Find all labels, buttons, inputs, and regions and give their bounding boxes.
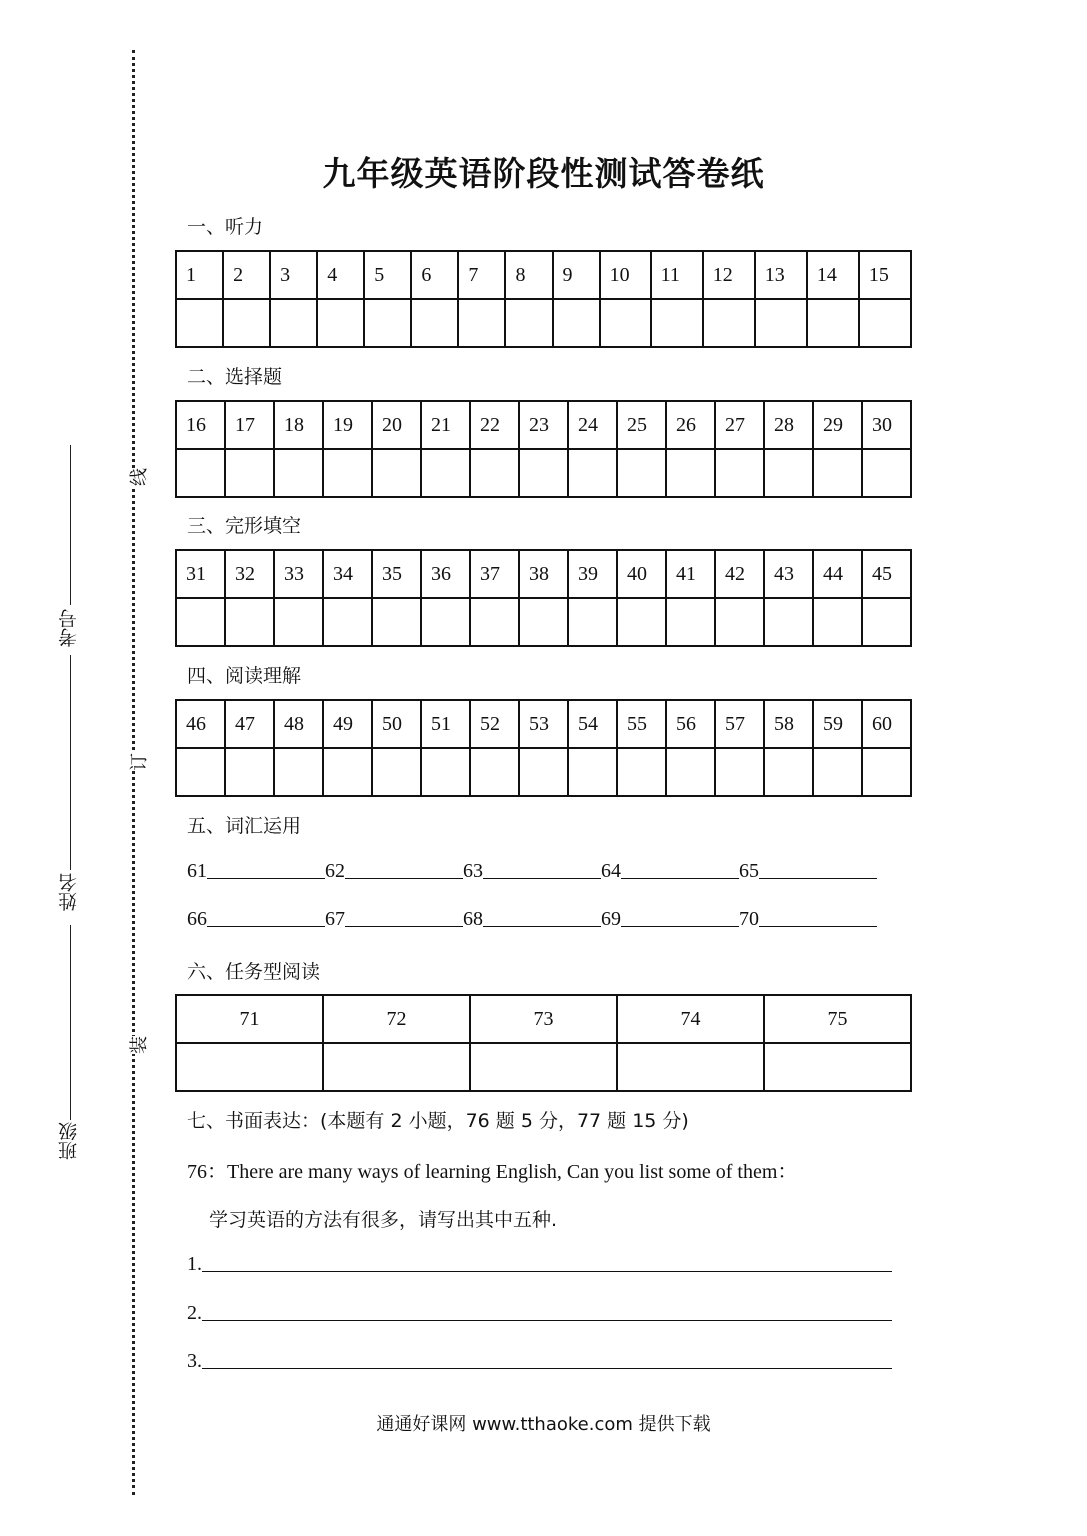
answer-cell[interactable] — [364, 299, 411, 347]
answer-row — [176, 598, 911, 646]
answer-line-field[interactable] — [202, 1253, 892, 1272]
q-number: 33 — [274, 550, 323, 598]
answer-cell[interactable] — [862, 748, 911, 796]
choice-answer-table — [175, 400, 912, 498]
answer-cell[interactable] — [617, 598, 666, 646]
vocab-item — [463, 908, 601, 931]
answer-cell[interactable] — [568, 449, 617, 497]
q-number: 73 — [470, 995, 617, 1043]
q-number: 41 — [666, 550, 715, 598]
vocab-number: 64 — [601, 860, 621, 882]
answer-cell[interactable] — [372, 748, 421, 796]
answer-row — [176, 1043, 911, 1091]
q-number: 3 — [270, 251, 317, 299]
question-number-row — [176, 700, 911, 748]
answer-cell[interactable] — [764, 598, 813, 646]
q-number: 49 — [323, 700, 372, 748]
q-number: 22 — [470, 401, 519, 449]
answer-cell[interactable] — [568, 598, 617, 646]
answer-cell[interactable] — [617, 1043, 764, 1091]
answer-cell[interactable] — [421, 449, 470, 497]
question-76-instruction: 学习英语的方法有很多，请写出其中五种. — [209, 1209, 558, 1231]
q-number: 21 — [421, 401, 470, 449]
question-number-row — [176, 550, 911, 598]
name-label: 姓名 — [58, 873, 80, 911]
answer-line-field[interactable] — [202, 1302, 892, 1321]
vocab-blank[interactable] — [207, 908, 325, 927]
vocab-number: 66 — [187, 908, 207, 930]
answer-line-number: 3. — [187, 1350, 202, 1372]
q-number: 5 — [364, 251, 411, 299]
name-field[interactable] — [70, 655, 71, 870]
q-number: 53 — [519, 700, 568, 748]
answer-cell[interactable] — [813, 748, 862, 796]
answer-cell[interactable] — [176, 748, 225, 796]
vocab-item — [325, 908, 463, 931]
q-number: 17 — [225, 401, 274, 449]
answer-line-1 — [187, 1253, 892, 1276]
section-cloze-heading: 三、完形填空 — [187, 515, 302, 537]
answer-cell[interactable] — [755, 299, 807, 347]
answer-cell[interactable] — [813, 598, 862, 646]
answer-cell[interactable] — [617, 449, 666, 497]
answer-cell[interactable] — [470, 449, 519, 497]
answer-cell[interactable] — [764, 748, 813, 796]
listening-answer-table — [175, 250, 912, 348]
answer-cell[interactable] — [225, 449, 274, 497]
q-number: 27 — [715, 401, 764, 449]
q-number: 51 — [421, 700, 470, 748]
answer-cell[interactable] — [225, 748, 274, 796]
q-number: 48 — [274, 700, 323, 748]
q-number: 38 — [519, 550, 568, 598]
answer-cell[interactable] — [666, 598, 715, 646]
q-number: 42 — [715, 550, 764, 598]
answer-cell[interactable] — [458, 299, 505, 347]
answer-cell[interactable] — [651, 299, 703, 347]
q-number: 28 — [764, 401, 813, 449]
q-number: 34 — [323, 550, 372, 598]
class-field[interactable] — [70, 925, 71, 1120]
question-number-row — [176, 995, 911, 1043]
q-number: 32 — [225, 550, 274, 598]
q-number: 30 — [862, 401, 911, 449]
q-number: 59 — [813, 700, 862, 748]
answer-line-3 — [187, 1350, 892, 1373]
answer-cell[interactable] — [862, 449, 911, 497]
answer-cell[interactable] — [274, 449, 323, 497]
q-number: 12 — [703, 251, 755, 299]
answer-cell[interactable] — [274, 748, 323, 796]
vocab-item — [463, 860, 601, 883]
q-number: 11 — [651, 251, 703, 299]
answer-row — [176, 299, 911, 347]
q-number: 24 — [568, 401, 617, 449]
q-number: 1 — [176, 251, 223, 299]
answer-cell[interactable] — [223, 299, 270, 347]
vocab-blank[interactable] — [345, 860, 463, 879]
vocab-blank[interactable] — [345, 908, 463, 927]
answer-cell[interactable] — [505, 299, 552, 347]
vocab-number: 67 — [325, 908, 345, 930]
answer-cell[interactable] — [470, 1043, 617, 1091]
vocab-blank[interactable] — [621, 860, 739, 879]
q-number: 9 — [553, 251, 600, 299]
q-number: 75 — [764, 995, 911, 1043]
answer-cell[interactable] — [600, 299, 651, 347]
question-number-row — [176, 401, 911, 449]
q-number: 19 — [323, 401, 372, 449]
q-number: 13 — [755, 251, 807, 299]
q-number: 10 — [600, 251, 651, 299]
q-number: 55 — [617, 700, 666, 748]
q-number: 39 — [568, 550, 617, 598]
section-choice-heading: 二、选择题 — [187, 366, 283, 388]
answer-cell[interactable] — [807, 299, 859, 347]
answer-line-field[interactable] — [202, 1350, 892, 1369]
vocab-item — [739, 908, 877, 931]
answer-cell[interactable] — [372, 598, 421, 646]
answer-line-number: 2. — [187, 1302, 202, 1324]
q-number: 8 — [505, 251, 552, 299]
q-number: 43 — [764, 550, 813, 598]
answer-cell[interactable] — [176, 598, 225, 646]
vocab-item — [325, 860, 463, 883]
q-number: 71 — [176, 995, 323, 1043]
q-number: 36 — [421, 550, 470, 598]
vocab-number: 61 — [187, 860, 207, 882]
q-number: 44 — [813, 550, 862, 598]
answer-cell[interactable] — [666, 449, 715, 497]
vocab-blank[interactable] — [483, 908, 601, 927]
answer-cell[interactable] — [519, 449, 568, 497]
section-writing-heading: 七、书面表达：(本题有 2 小题，76 题 5 分，77 题 15 分) — [187, 1110, 689, 1132]
answer-cell[interactable] — [617, 748, 666, 796]
answer-cell[interactable] — [470, 598, 519, 646]
answer-line-number: 1. — [187, 1253, 202, 1275]
q-number: 56 — [666, 700, 715, 748]
binding-mark-ding: 订 — [129, 753, 150, 771]
answer-cell[interactable] — [764, 1043, 911, 1091]
vocab-number: 65 — [739, 860, 759, 882]
answer-cell[interactable] — [176, 299, 223, 347]
answer-cell[interactable] — [519, 598, 568, 646]
question-76-prompt: 76：There are many ways of learning English, Can you list some of them： — [187, 1161, 798, 1183]
binding-mark-xian: 线 — [129, 468, 150, 486]
q-number: 37 — [470, 550, 519, 598]
q-number: 74 — [617, 995, 764, 1043]
answer-cell[interactable] — [372, 449, 421, 497]
answer-cell[interactable] — [813, 449, 862, 497]
cloze-answer-table — [175, 549, 912, 647]
q-number: 2 — [223, 251, 270, 299]
q-number: 25 — [617, 401, 666, 449]
task-reading-answer-table — [175, 994, 912, 1092]
q-number: 57 — [715, 700, 764, 748]
q-number: 72 — [323, 995, 470, 1043]
vocab-number: 68 — [463, 908, 483, 930]
reading-answer-table — [175, 699, 912, 797]
q-number: 18 — [274, 401, 323, 449]
vocab-blank[interactable] — [759, 908, 877, 927]
vocab-number: 63 — [463, 860, 483, 882]
answer-cell[interactable] — [176, 1043, 323, 1091]
binding-mark-zhuang: 装 — [129, 1036, 150, 1054]
vocab-item — [601, 908, 739, 931]
binding-dotted-line — [132, 50, 135, 1495]
q-number: 60 — [862, 700, 911, 748]
exam-id-label: 考号 — [58, 609, 80, 647]
q-number: 52 — [470, 700, 519, 748]
vocab-row-2 — [187, 908, 877, 931]
vocab-blank[interactable] — [759, 860, 877, 879]
answer-cell[interactable] — [470, 748, 519, 796]
q-number: 58 — [764, 700, 813, 748]
q-number: 26 — [666, 401, 715, 449]
q-number: 20 — [372, 401, 421, 449]
q-number: 40 — [617, 550, 666, 598]
q-number: 47 — [225, 700, 274, 748]
answer-cell[interactable] — [568, 748, 617, 796]
q-number: 45 — [862, 550, 911, 598]
answer-row — [176, 748, 911, 796]
answer-cell[interactable] — [862, 598, 911, 646]
answer-cell[interactable] — [764, 449, 813, 497]
answer-cell[interactable] — [270, 299, 317, 347]
page-title: 九年级英语阶段性测试答卷纸 — [322, 154, 765, 193]
answer-cell[interactable] — [176, 449, 225, 497]
vocab-blank[interactable] — [207, 860, 325, 879]
q-number: 15 — [859, 251, 911, 299]
question-number-row — [176, 251, 911, 299]
answer-row — [176, 449, 911, 497]
section-listening-heading: 一、听力 — [187, 216, 264, 238]
vocab-row-1 — [187, 860, 877, 883]
q-number: 35 — [372, 550, 421, 598]
q-number: 4 — [317, 251, 364, 299]
vocab-item — [187, 908, 325, 931]
section-task-reading-heading: 六、任务型阅读 — [187, 961, 321, 983]
q-number: 16 — [176, 401, 225, 449]
answer-cell[interactable] — [411, 299, 458, 347]
vocab-number: 70 — [739, 908, 759, 930]
vocab-item — [187, 860, 325, 883]
section-vocab-heading: 五、词汇运用 — [187, 815, 302, 837]
answer-cell[interactable] — [421, 598, 470, 646]
q-number: 23 — [519, 401, 568, 449]
answer-cell[interactable] — [519, 748, 568, 796]
answer-cell[interactable] — [715, 748, 764, 796]
answer-cell[interactable] — [317, 299, 364, 347]
q-number: 50 — [372, 700, 421, 748]
vocab-item — [739, 860, 877, 883]
class-label: 班级 — [58, 1122, 80, 1160]
vocab-blank[interactable] — [621, 908, 739, 927]
answer-cell[interactable] — [421, 748, 470, 796]
page-footer: 通通好课网 www.tthaoke.com 提供下载 — [376, 1414, 711, 1435]
answer-cell[interactable] — [274, 598, 323, 646]
vocab-number: 69 — [601, 908, 621, 930]
q-number: 7 — [458, 251, 505, 299]
answer-cell[interactable] — [715, 598, 764, 646]
answer-line-2 — [187, 1302, 892, 1325]
section-reading-heading: 四、阅读理解 — [187, 665, 302, 687]
q-number: 29 — [813, 401, 862, 449]
exam-id-field[interactable] — [70, 445, 71, 605]
answer-cell[interactable] — [323, 598, 372, 646]
answer-cell[interactable] — [225, 598, 274, 646]
answer-cell[interactable] — [715, 449, 764, 497]
answer-cell[interactable] — [703, 299, 755, 347]
q-number: 14 — [807, 251, 859, 299]
answer-cell[interactable] — [323, 449, 372, 497]
answer-cell[interactable] — [323, 748, 372, 796]
answer-cell[interactable] — [323, 1043, 470, 1091]
answer-cell[interactable] — [666, 748, 715, 796]
vocab-blank[interactable] — [483, 860, 601, 879]
vocab-item — [601, 860, 739, 883]
q-number: 46 — [176, 700, 225, 748]
q-number: 31 — [176, 550, 225, 598]
answer-cell[interactable] — [553, 299, 600, 347]
answer-cell[interactable] — [859, 299, 911, 347]
vocab-number: 62 — [325, 860, 345, 882]
q-number: 6 — [411, 251, 458, 299]
q-number: 54 — [568, 700, 617, 748]
